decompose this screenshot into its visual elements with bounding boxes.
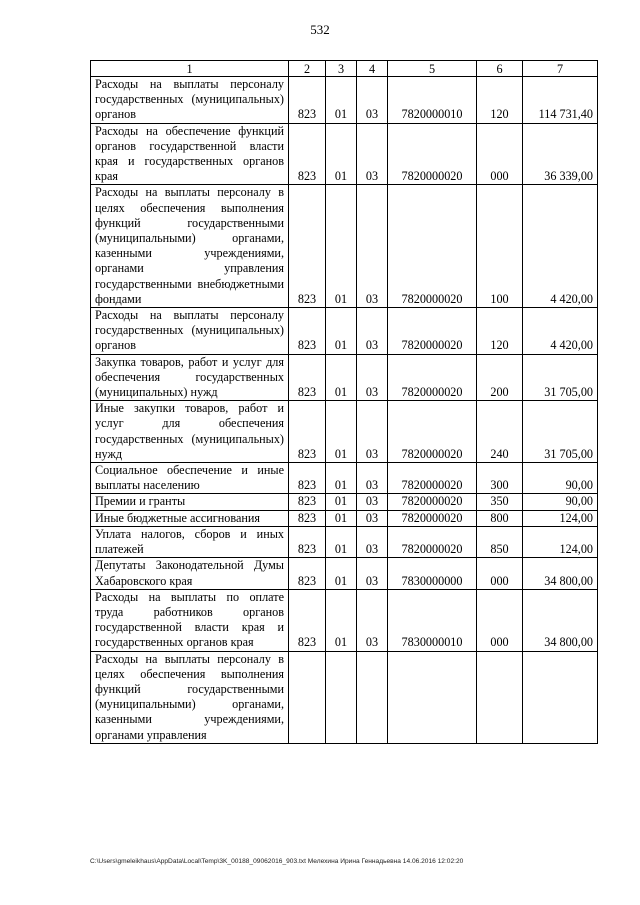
section-code-cell: 01 <box>326 308 357 355</box>
chapter-code-cell: 823 <box>289 308 326 355</box>
subsection-code-cell: 03 <box>357 558 388 589</box>
expense-type-code-cell: 850 <box>477 526 523 557</box>
amount-cell: 114 731,40 <box>523 77 598 124</box>
table-row <box>91 589 598 651</box>
subsection-code-cell: 03 <box>357 510 388 526</box>
table-body <box>91 77 598 744</box>
page-number: 532 <box>310 22 330 37</box>
chapter-code-cell <box>289 651 326 743</box>
file-path-footer: C:\Users\gmeleikhaus\AppData\Local\Temp\3K_00188_09062016_903.txt Мелехина Ирина Геннадьевна 14.06.2016 12:02:20 <box>90 858 464 865</box>
subsection-code-cell: 03 <box>357 123 388 185</box>
expense-name-cell: Расходы на выплаты персоналу государственных (муниципальных) органов <box>91 77 289 124</box>
section-code-cell: 01 <box>326 526 357 557</box>
subsection-code-cell: 03 <box>357 526 388 557</box>
target-article-code-cell: 7820000020 <box>388 494 477 510</box>
expense-type-code-cell: 000 <box>477 558 523 589</box>
column-header: 4 <box>357 61 388 77</box>
chapter-code-cell: 823 <box>289 185 326 308</box>
expense-type-code-cell: 350 <box>477 494 523 510</box>
subsection-code-cell: 03 <box>357 308 388 355</box>
expense-name-cell: Закупка товаров, работ и услуг для обеспечения государственных (муниципальных) нужд <box>91 354 289 401</box>
table-row <box>91 354 598 401</box>
expense-type-code-cell: 800 <box>477 510 523 526</box>
expense-name-cell: Иные закупки товаров, работ и услуг для обеспечения государственных (муниципальных) нужд <box>91 401 289 463</box>
table-row <box>91 463 598 494</box>
table-row <box>91 77 598 124</box>
section-code-cell: 01 <box>326 401 357 463</box>
expense-type-code-cell: 120 <box>477 77 523 124</box>
expense-name-cell: Расходы на выплаты персоналу в целях обеспечения выполнения функций государственными (муниципальными) органами, казенными учреждениями, органами управления государственными внебюджетными фондами <box>91 185 289 308</box>
table-row <box>91 510 598 526</box>
subsection-code-cell: 03 <box>357 354 388 401</box>
expense-name-cell: Иные бюджетные ассигнования <box>91 510 289 526</box>
table-header-row <box>91 61 598 77</box>
column-header: 1 <box>91 61 289 77</box>
subsection-code-cell: 03 <box>357 185 388 308</box>
amount-cell: 34 800,00 <box>523 558 598 589</box>
subsection-code-cell: 03 <box>357 463 388 494</box>
target-article-code-cell: 7820000020 <box>388 510 477 526</box>
table-row <box>91 123 598 185</box>
table-row <box>91 558 598 589</box>
chapter-code-cell: 823 <box>289 463 326 494</box>
target-article-code-cell: 7830000010 <box>388 589 477 651</box>
section-code-cell: 01 <box>326 354 357 401</box>
amount-cell: 124,00 <box>523 510 598 526</box>
column-header: 3 <box>326 61 357 77</box>
expense-name-cell: Премии и гранты <box>91 494 289 510</box>
expense-type-code-cell <box>477 651 523 743</box>
expense-type-code-cell: 300 <box>477 463 523 494</box>
table-row <box>91 651 598 743</box>
section-code-cell: 01 <box>326 558 357 589</box>
budget-table <box>90 60 598 744</box>
subsection-code-cell: 03 <box>357 589 388 651</box>
section-code-cell: 01 <box>326 494 357 510</box>
target-article-code-cell: 7820000020 <box>388 185 477 308</box>
target-article-code-cell: 7820000020 <box>388 526 477 557</box>
expense-name-cell: Социальное обеспечение и иные выплаты населению <box>91 463 289 494</box>
subsection-code-cell: 03 <box>357 401 388 463</box>
target-article-code-cell: 7820000020 <box>388 354 477 401</box>
column-header: 5 <box>388 61 477 77</box>
expense-name-cell: Расходы на выплаты по оплате труда работников органов государственной власти края и государственных органов края <box>91 589 289 651</box>
chapter-code-cell: 823 <box>289 589 326 651</box>
target-article-code-cell: 7820000020 <box>388 308 477 355</box>
table-row <box>91 494 598 510</box>
expense-type-code-cell: 120 <box>477 308 523 355</box>
amount-cell: 124,00 <box>523 526 598 557</box>
amount-cell: 90,00 <box>523 463 598 494</box>
subsection-code-cell <box>357 651 388 743</box>
chapter-code-cell: 823 <box>289 77 326 124</box>
expense-name-cell: Расходы на выплаты персоналу в целях обеспечения выполнения функций государственными (муниципальными) органами, казенными учреждениями, органами управления <box>91 651 289 743</box>
section-code-cell: 01 <box>326 589 357 651</box>
target-article-code-cell: 7830000000 <box>388 558 477 589</box>
expense-name-cell: Расходы на выплаты персоналу государственных (муниципальных) органов <box>91 308 289 355</box>
chapter-code-cell: 823 <box>289 510 326 526</box>
section-code-cell: 01 <box>326 510 357 526</box>
subsection-code-cell: 03 <box>357 494 388 510</box>
amount-cell: 31 705,00 <box>523 354 598 401</box>
amount-cell: 34 800,00 <box>523 589 598 651</box>
section-code-cell <box>326 651 357 743</box>
section-code-cell: 01 <box>326 77 357 124</box>
expense-type-code-cell: 100 <box>477 185 523 308</box>
chapter-code-cell: 823 <box>289 526 326 557</box>
target-article-code-cell: 7820000020 <box>388 463 477 494</box>
target-article-code-cell <box>388 651 477 743</box>
chapter-code-cell: 823 <box>289 494 326 510</box>
expense-type-code-cell: 000 <box>477 589 523 651</box>
target-article-code-cell: 7820000020 <box>388 123 477 185</box>
table-row <box>91 526 598 557</box>
column-header: 6 <box>477 61 523 77</box>
column-header: 7 <box>523 61 598 77</box>
amount-cell: 4 420,00 <box>523 185 598 308</box>
table-row <box>91 308 598 355</box>
section-code-cell: 01 <box>326 185 357 308</box>
section-code-cell: 01 <box>326 123 357 185</box>
expense-name-cell: Расходы на обеспечение функций органов государственной власти края и государственных органов края <box>91 123 289 185</box>
chapter-code-cell: 823 <box>289 401 326 463</box>
amount-cell: 31 705,00 <box>523 401 598 463</box>
target-article-code-cell: 7820000020 <box>388 401 477 463</box>
chapter-code-cell: 823 <box>289 123 326 185</box>
target-article-code-cell: 7820000010 <box>388 77 477 124</box>
section-code-cell: 01 <box>326 463 357 494</box>
expense-type-code-cell: 240 <box>477 401 523 463</box>
chapter-code-cell: 823 <box>289 558 326 589</box>
amount-cell <box>523 651 598 743</box>
column-header: 2 <box>289 61 326 77</box>
amount-cell: 90,00 <box>523 494 598 510</box>
amount-cell: 36 339,00 <box>523 123 598 185</box>
table-row <box>91 185 598 308</box>
amount-cell: 4 420,00 <box>523 308 598 355</box>
expense-type-code-cell: 200 <box>477 354 523 401</box>
table-row <box>91 401 598 463</box>
expense-type-code-cell: 000 <box>477 123 523 185</box>
expense-name-cell: Уплата налогов, сборов и иных платежей <box>91 526 289 557</box>
chapter-code-cell: 823 <box>289 354 326 401</box>
expense-name-cell: Депутаты Законодательной Думы Хабаровского края <box>91 558 289 589</box>
subsection-code-cell: 03 <box>357 77 388 124</box>
